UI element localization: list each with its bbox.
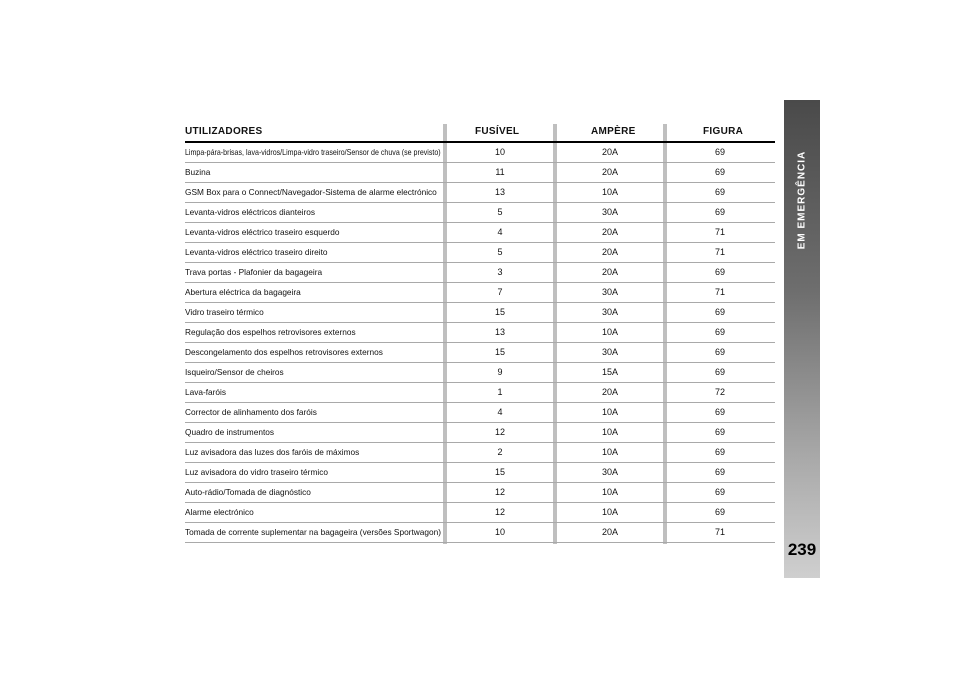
row-figura: 69	[714, 367, 725, 377]
row-fusivel: 3	[497, 267, 503, 277]
table-header	[185, 124, 775, 143]
row-fusivel: 12	[494, 427, 505, 437]
row-figura: 69	[714, 267, 725, 277]
table-row	[185, 183, 775, 203]
table-row	[185, 523, 775, 543]
table-row	[185, 383, 775, 403]
row-utilizador: Limpa-pára-brisas, lava-vidros/Limpa-vidro traseiro/Sensor de chuva (se previsto)	[185, 147, 441, 157]
page-number: 239	[787, 540, 817, 559]
row-figura: 69	[714, 347, 725, 357]
row-figura: 69	[714, 167, 725, 177]
row-ampere: 10A	[601, 187, 618, 197]
row-utilizador: Levanta-vidros eléctrico traseiro direito	[185, 247, 328, 257]
row-figura: 72	[714, 387, 725, 397]
row-ampere: 30A	[601, 207, 618, 217]
row-ampere: 10A	[601, 447, 618, 457]
row-ampere: 20A	[601, 267, 618, 277]
row-figura: 71	[714, 527, 725, 537]
table-row	[185, 223, 775, 243]
table-row	[185, 423, 775, 443]
row-fusivel: 4	[497, 407, 503, 417]
row-figura: 69	[714, 507, 725, 517]
row-ampere: 10A	[601, 407, 618, 417]
table-row	[185, 403, 775, 423]
row-figura: 69	[714, 207, 725, 217]
row-figura: 69	[714, 187, 725, 197]
row-figura: 69	[714, 467, 725, 477]
row-utilizador: GSM Box para o Connect/Navegador-Sistema de alarme electrónico	[185, 187, 437, 197]
row-fusivel: 15	[494, 307, 505, 317]
row-utilizador: Buzina	[185, 167, 211, 177]
row-utilizador: Quadro de instrumentos	[185, 427, 275, 437]
row-figura: 69	[714, 407, 725, 417]
row-ampere: 30A	[601, 467, 618, 477]
row-ampere: 10A	[601, 427, 618, 437]
row-utilizador: Trava portas - Plafonier da bagageira	[185, 267, 323, 277]
row-fusivel: 9	[497, 367, 503, 377]
section-side-tab	[784, 100, 820, 578]
row-utilizador: Auto-rádio/Tomada de diagnóstico	[185, 487, 311, 497]
row-utilizador: Lava-faróis	[185, 387, 227, 397]
row-figura: 69	[714, 487, 725, 497]
row-fusivel: 12	[494, 487, 505, 497]
row-ampere: 30A	[601, 307, 618, 317]
row-fusivel: 2	[497, 447, 503, 457]
row-ampere: 10A	[601, 487, 618, 497]
row-fusivel: 5	[497, 207, 503, 217]
table-row	[185, 283, 775, 303]
row-fusivel: 7	[497, 287, 503, 297]
row-utilizador: Isqueiro/Sensor de cheiros	[185, 367, 284, 377]
header-ampere: AMPÈRE	[591, 126, 636, 137]
row-ampere: 15A	[601, 367, 618, 377]
row-ampere: 20A	[601, 247, 618, 257]
row-fusivel: 11	[495, 167, 505, 177]
row-fusivel: 4	[497, 227, 503, 237]
row-ampere: 30A	[601, 347, 618, 357]
row-utilizador: Vidro traseiro térmico	[185, 307, 264, 317]
row-fusivel: 13	[494, 327, 505, 337]
row-fusivel: 15	[494, 347, 505, 357]
row-ampere: 20A	[601, 167, 618, 177]
row-fusivel: 1	[497, 387, 503, 397]
row-fusivel: 5	[497, 247, 503, 257]
row-utilizador: Descongelamento dos espelhos retrovisores externos	[185, 347, 383, 357]
table-row	[185, 323, 775, 343]
row-figura: 69	[714, 447, 725, 457]
section-label: EM EMERGÊNCIA	[796, 150, 808, 250]
table-row	[185, 203, 775, 223]
table-row	[185, 303, 775, 323]
row-ampere: 20A	[601, 387, 618, 397]
row-figura: 71	[714, 247, 725, 257]
fuse-table	[185, 124, 775, 543]
row-ampere: 20A	[601, 527, 618, 537]
row-utilizador: Tomada de corrente suplementar na bagageira (versões Sportwagon)	[185, 527, 441, 537]
table-row	[185, 503, 775, 523]
header-figura: FIGURA	[703, 126, 744, 137]
header-utilizadores: UTILIZADORES	[185, 126, 263, 137]
table-body	[185, 143, 775, 543]
table-row	[185, 343, 775, 363]
row-fusivel: 10	[494, 147, 505, 157]
row-utilizador: Levanta-vidros eléctrico traseiro esquerdo	[185, 227, 340, 237]
table-row	[185, 363, 775, 383]
row-utilizador: Corrector de alinhamento dos faróis	[185, 407, 317, 417]
header-fusivel: FUSÍVEL	[475, 126, 520, 137]
row-fusivel: 10	[494, 527, 505, 537]
row-utilizador: Abertura eléctrica da bagageira	[185, 287, 301, 297]
row-ampere: 10A	[601, 327, 618, 337]
table-row	[185, 243, 775, 263]
row-figura: 69	[714, 147, 725, 157]
row-figura: 69	[714, 307, 725, 317]
table-row	[185, 163, 775, 183]
table-row	[185, 443, 775, 463]
row-ampere: 20A	[601, 147, 618, 157]
row-figura: 69	[714, 427, 725, 437]
row-figura: 71	[714, 227, 725, 237]
table-row	[185, 483, 775, 503]
row-ampere: 30A	[601, 287, 618, 297]
row-utilizador: Luz avisadora das luzes dos faróis de máximos	[185, 447, 360, 457]
row-figura: 69	[714, 327, 725, 337]
row-fusivel: 12	[494, 507, 505, 517]
row-fusivel: 15	[494, 467, 505, 477]
row-figura: 71	[714, 287, 725, 297]
row-utilizador: Levanta-vidros eléctricos dianteiros	[185, 207, 316, 217]
row-ampere: 10A	[601, 507, 618, 517]
row-ampere: 20A	[601, 227, 618, 237]
table-row	[185, 143, 775, 163]
row-utilizador: Alarme electrónico	[185, 507, 254, 517]
row-utilizador: Luz avisadora do vidro traseiro térmico	[185, 467, 328, 477]
row-utilizador: Regulação dos espelhos retrovisores externos	[185, 327, 356, 337]
row-fusivel: 13	[494, 187, 505, 197]
table-row	[185, 263, 775, 283]
table-row	[185, 463, 775, 483]
